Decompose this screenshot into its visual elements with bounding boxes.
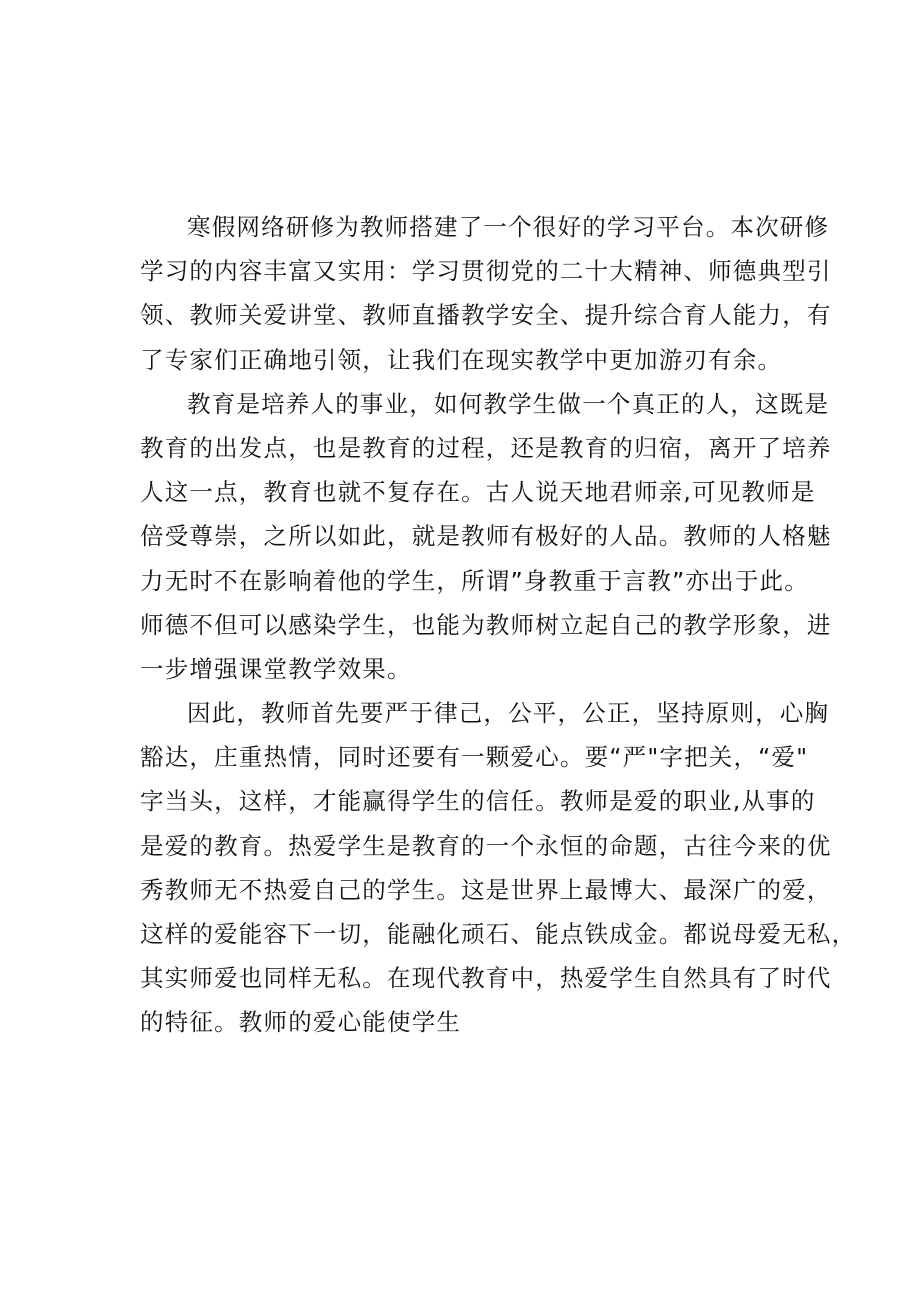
text-line: 人这一点，教育也就不复存在。古人说天地君师亲,可见教师是 (140, 478, 816, 507)
text-line: 寒假网络研修为教师搭建了一个很好的学习平台。本次研修 (187, 213, 830, 241)
text-line: 力无时不在影响着他的学生，所谓”身教重于言教”亦出于此。 (140, 566, 809, 595)
text-line: 因此，教师首先要严于律己，公平，公正，坚持原则，心胸 (187, 699, 830, 728)
document-page (140, 205, 857, 1045)
text-line: 字当头，这样，才能赢得学生的信任。教师是爱的职业,从事的 (140, 787, 816, 816)
text-line: 豁达，庄重热情，同时还要有一颗爱心。要“严"字把关，“爱" (140, 743, 809, 772)
text-line: 师德不但可以感染学生，也能为教师树立起自己的教学形象，进 (140, 610, 832, 639)
text-line: 教育的出发点，也是教育的过程，还是教育的归宿，离开了培养 (140, 433, 832, 462)
text-line: 学习的内容丰富又实用：学习贯彻党的二十大精神、师德典型引 (140, 257, 832, 286)
text-line: 其实师爱也同样无私。在现代教育中，热爱学生自然具有了时代 (140, 964, 832, 993)
paragraph-2 (140, 382, 832, 691)
text-line: 一步增强课堂教学效果。 (140, 654, 412, 683)
text-line: 是爱的教育。热爱学生是教育的一个永恒的命题，古往今来的优 (140, 831, 832, 860)
text-line: 秀教师无不热爱自己的学生。这是世界上最博大、最深广的爱， (140, 875, 832, 904)
text-line: 这样的爱能容下一切，能融化顽石、能点铁成金。都说母爱无私， (140, 920, 857, 948)
text-line: 倍受尊崇，之所以如此，就是教师有极好的人品。教师的人格魅 (140, 522, 832, 551)
text-line: 领、教师关爱讲堂、教师直播教学安全、提升综合育人能力，有 (140, 301, 832, 330)
paragraph-1 (140, 205, 832, 382)
text-line: 了专家们正确地引领，让我们在现实教学中更加游刃有余。 (140, 345, 783, 374)
paragraph-3 (140, 691, 857, 1045)
text-line: 教育是培养人的事业，如何教学生做一个真正的人，这既是 (187, 389, 830, 418)
text-line: 的特征。教师的爱心能使学生 (140, 1008, 462, 1037)
